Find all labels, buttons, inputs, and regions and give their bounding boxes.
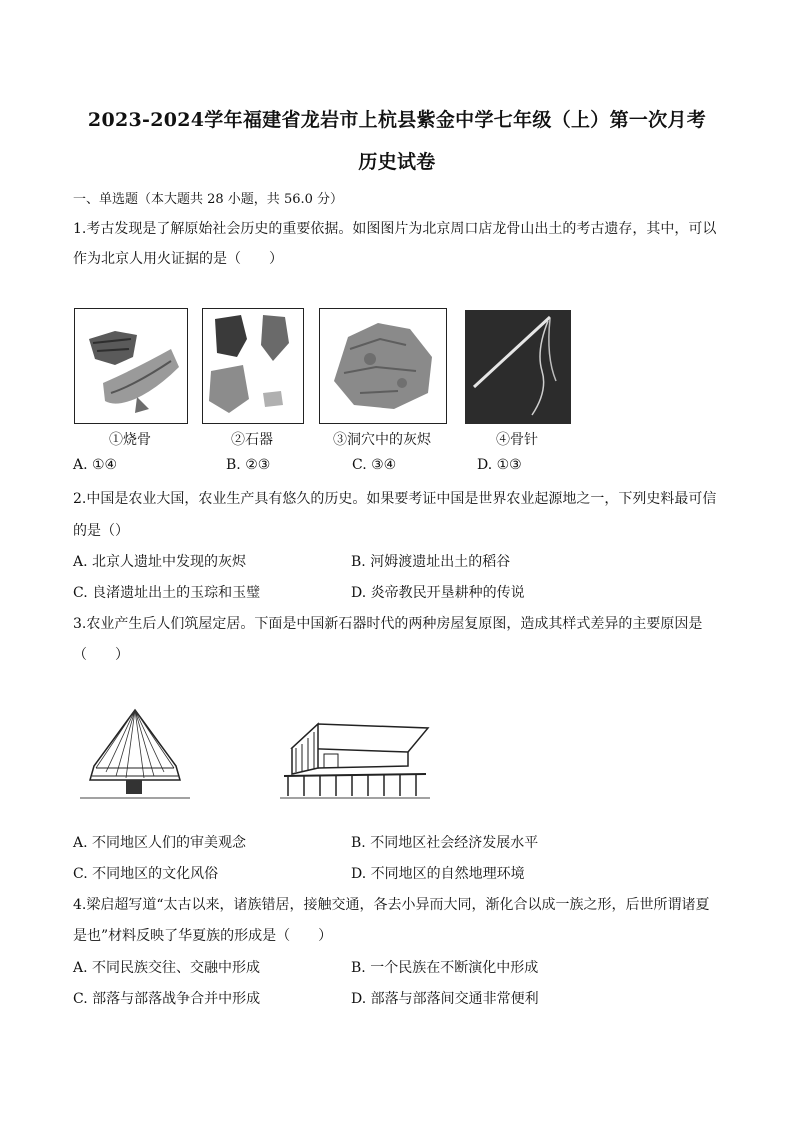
q1-stem-line2: 作为北京人用火证据的是（ ）	[73, 251, 283, 267]
figure4-caption: ④骨针	[496, 432, 538, 448]
q4-option-a[interactable]: A. 不同民族交往、交融中形成	[73, 960, 261, 976]
thatched-hut-image	[76, 706, 194, 802]
q3-option-b[interactable]: B. 不同地区社会经济发展水平	[351, 835, 539, 851]
q1-option-c[interactable]: C. ③④	[352, 457, 397, 473]
burnt-bone-image	[74, 308, 188, 424]
q2-option-b[interactable]: B. 河姆渡遗址出土的稻谷	[351, 554, 511, 570]
q2-option-c[interactable]: C. 良渚遗址出土的玉琮和玉璧	[73, 585, 261, 601]
q1-stem-line1: 1.考古发现是了解原始社会历史的重要依据。如图图片为北京周口店龙骨山出土的考古遗存，其中，可以	[73, 221, 717, 237]
stilt-house-image	[278, 718, 432, 802]
q3-stem-line1: 3.农业产生后人们筑屋定居。下面是中国新石器时代的两种房屋复原图，造成其样式差异的主要原因是	[73, 616, 703, 632]
figure2-caption: ②石器	[231, 432, 273, 448]
q2-option-d[interactable]: D. 炎帝教民开垦耕种的传说	[351, 585, 525, 601]
q4-option-d[interactable]: D. 部落与部落间交通非常便利	[351, 991, 539, 1007]
figure1-caption: ①烧骨	[109, 432, 151, 448]
q2-option-a[interactable]: A. 北京人遗址中发现的灰烬	[73, 554, 247, 570]
q2-stem-line2: 的是（）	[73, 523, 129, 539]
bone-needle-image	[465, 310, 571, 424]
q3-option-c[interactable]: C. 不同地区的文化风俗	[73, 866, 219, 882]
q3-option-d[interactable]: D. 不同地区的自然地理环境	[351, 866, 525, 882]
figure3-caption: ③洞穴中的灰烬	[333, 432, 431, 448]
q1-option-a[interactable]: A. ①④	[73, 457, 118, 473]
section-heading: 一、单选题（本大题共 28 小题，共 56.0 分）	[73, 192, 344, 207]
exam-title-line1: 2023-2024学年福建省龙岩市上杭县紫金中学七年级（上）第一次月考	[87, 109, 707, 131]
cave-ashes-image	[319, 308, 447, 424]
q4-option-b[interactable]: B. 一个民族在不断演化中形成	[351, 960, 539, 976]
exam-title-line2: 历史试卷	[358, 151, 436, 173]
q3-stem-line2: （ ）	[73, 647, 129, 663]
q1-option-b[interactable]: B. ②③	[226, 457, 271, 473]
q4-stem-line2: 是也”材料反映了华夏族的形成是（ ）	[73, 928, 333, 944]
stone-tools-image	[202, 308, 304, 424]
q1-option-d[interactable]: D. ①③	[477, 457, 522, 473]
q3-option-a[interactable]: A. 不同地区人们的审美观念	[73, 835, 247, 851]
q4-option-c[interactable]: C. 部落与部落战争合并中形成	[73, 991, 261, 1007]
q2-stem-line1: 2.中国是农业大国，农业生产具有悠久的历史。如果要考证中国是世界农业起源地之一，下列史料最可信	[73, 491, 717, 507]
q4-stem-line1: 4.梁启超写道“太古以来，诸族错居，接触交通，各去小异而大同，渐化合以成一族之形，后世所谓诸夏	[73, 897, 710, 913]
